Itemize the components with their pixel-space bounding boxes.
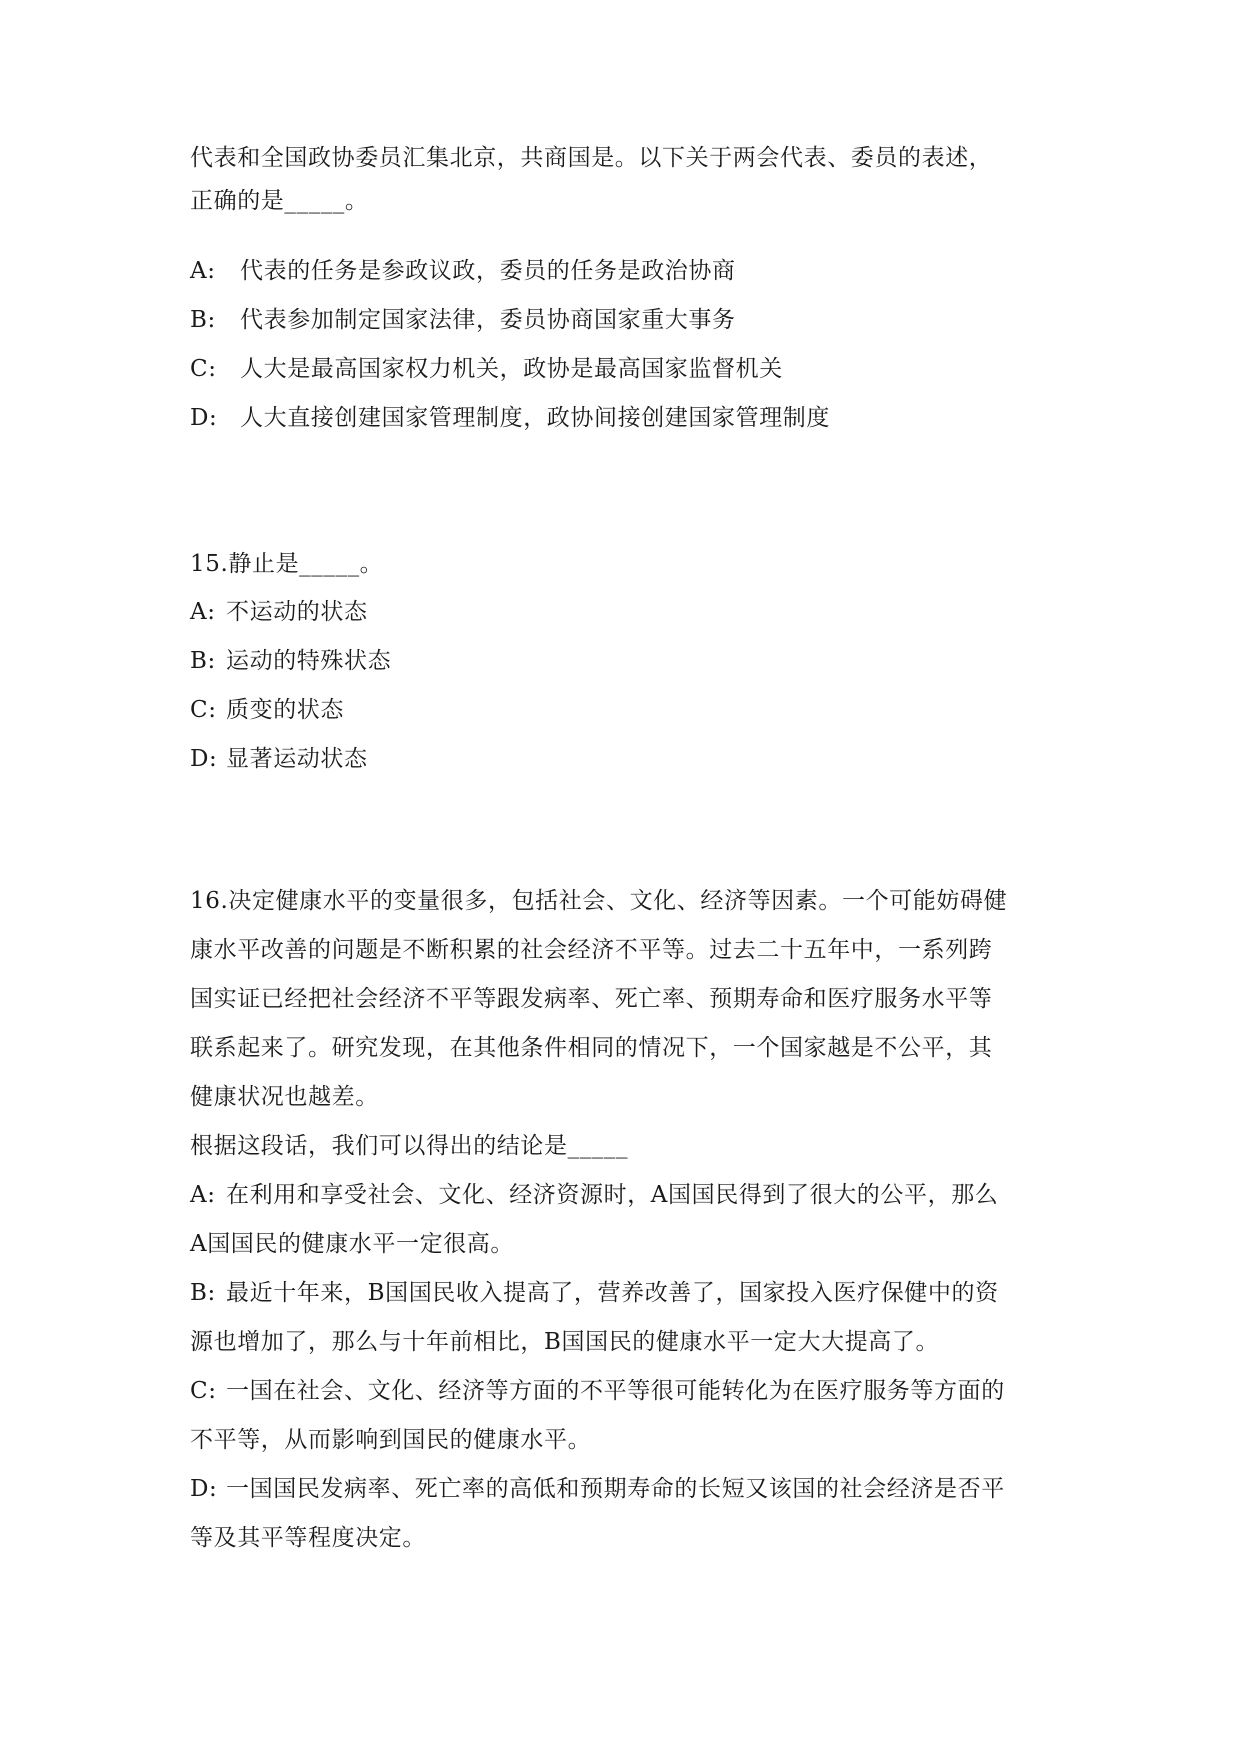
q16-option-c [190,1376,1005,1406]
q15-option-a [190,597,368,627]
option-key: D: [190,746,218,772]
option-text-line-1: 最近十年来，B国国民收入提高了，营养改善了，国家投入医疗保健中的资 [226,1280,999,1306]
q16-option-d-line-2: 等及其平等程度决定。 [190,1525,426,1551]
q14-option-b [190,305,736,335]
q16-stem-line-3: 国实证已经把社会经济不平等跟发病率、死亡率、预期寿命和医疗服务水平等 [190,986,993,1012]
option-text: 质变的状态 [226,697,344,723]
option-text-line-1: 一国在社会、文化、经济等方面的不平等很可能转化为在医疗服务等方面的 [226,1378,1005,1404]
option-key: B: [190,648,216,674]
option-key: D: [190,405,218,431]
option-key: B: [190,1280,216,1306]
q14-stem-line-1: 代表和全国政协委员汇集北京，共商国是。以下关于两会代表、委员的表述， [190,145,993,171]
option-key: C: [190,1378,217,1404]
q15-option-b [190,646,391,676]
q16-option-b [190,1278,999,1308]
q16-stem-line-4: 联系起来了。研究发现，在其他条件相同的情况下，一个国家越是不公平，其 [190,1035,993,1061]
q16-option-d [190,1474,1005,1504]
q14-option-d [190,403,830,433]
option-text: 人大是最高国家权力机关，政协是最高国家监督机关 [240,356,783,382]
option-text-line-1: 在利用和享受社会、文化、经济资源时，A国国民得到了很大的公平，那么 [226,1182,999,1208]
option-key: A: [190,258,216,284]
option-text: 显著运动状态 [226,746,368,772]
q16-question-prompt: 根据这段话，我们可以得出的结论是_____ [190,1133,629,1159]
option-key: D: [190,1476,218,1502]
q15-stem: 15.静止是_____。 [190,551,384,577]
option-text: 运动的特殊状态 [226,648,392,674]
q16-option-a [190,1180,998,1210]
q16-option-a-line-2: A国国民的健康水平一定很高。 [190,1231,515,1257]
q14-option-a [190,256,736,286]
q14-option-c [190,354,783,384]
q16-option-c-line-2: 不平等，从而影响到国民的健康水平。 [190,1427,592,1453]
q16-stem-line-1: 16.决定健康水平的变量很多，包括社会、文化、经济等因素。一个可能妨碍健 [190,888,1008,914]
option-text: 人大直接创建国家管理制度，政协间接创建国家管理制度 [240,405,830,431]
option-text: 代表的任务是参政议政，委员的任务是政治协商 [240,258,736,284]
option-text: 代表参加制定国家法律，委员协商国家重大事务 [240,307,736,333]
q16-stem-line-2: 康水平改善的问题是不断积累的社会经济不平等。过去二十五年中，一系列跨 [190,937,993,963]
q16-option-b-line-2: 源也增加了，那么与十年前相比，B国国民的健康水平一定大大提高了。 [190,1329,940,1355]
q16-stem-line-5: 健康状况也越差。 [190,1084,379,1110]
option-text-line-1: 一国国民发病率、死亡率的高低和预期寿命的长短又该国的社会经济是否平 [226,1476,1005,1502]
option-text: 不运动的状态 [226,599,368,625]
option-key: C: [190,356,217,382]
option-key: B: [190,307,216,333]
q14-stem-line-2: 正确的是_____。 [190,188,369,214]
option-key: C: [190,697,217,723]
option-key: A: [190,599,216,625]
q15-option-d [190,744,368,774]
option-key: A: [190,1182,216,1208]
q15-option-c [190,695,344,725]
